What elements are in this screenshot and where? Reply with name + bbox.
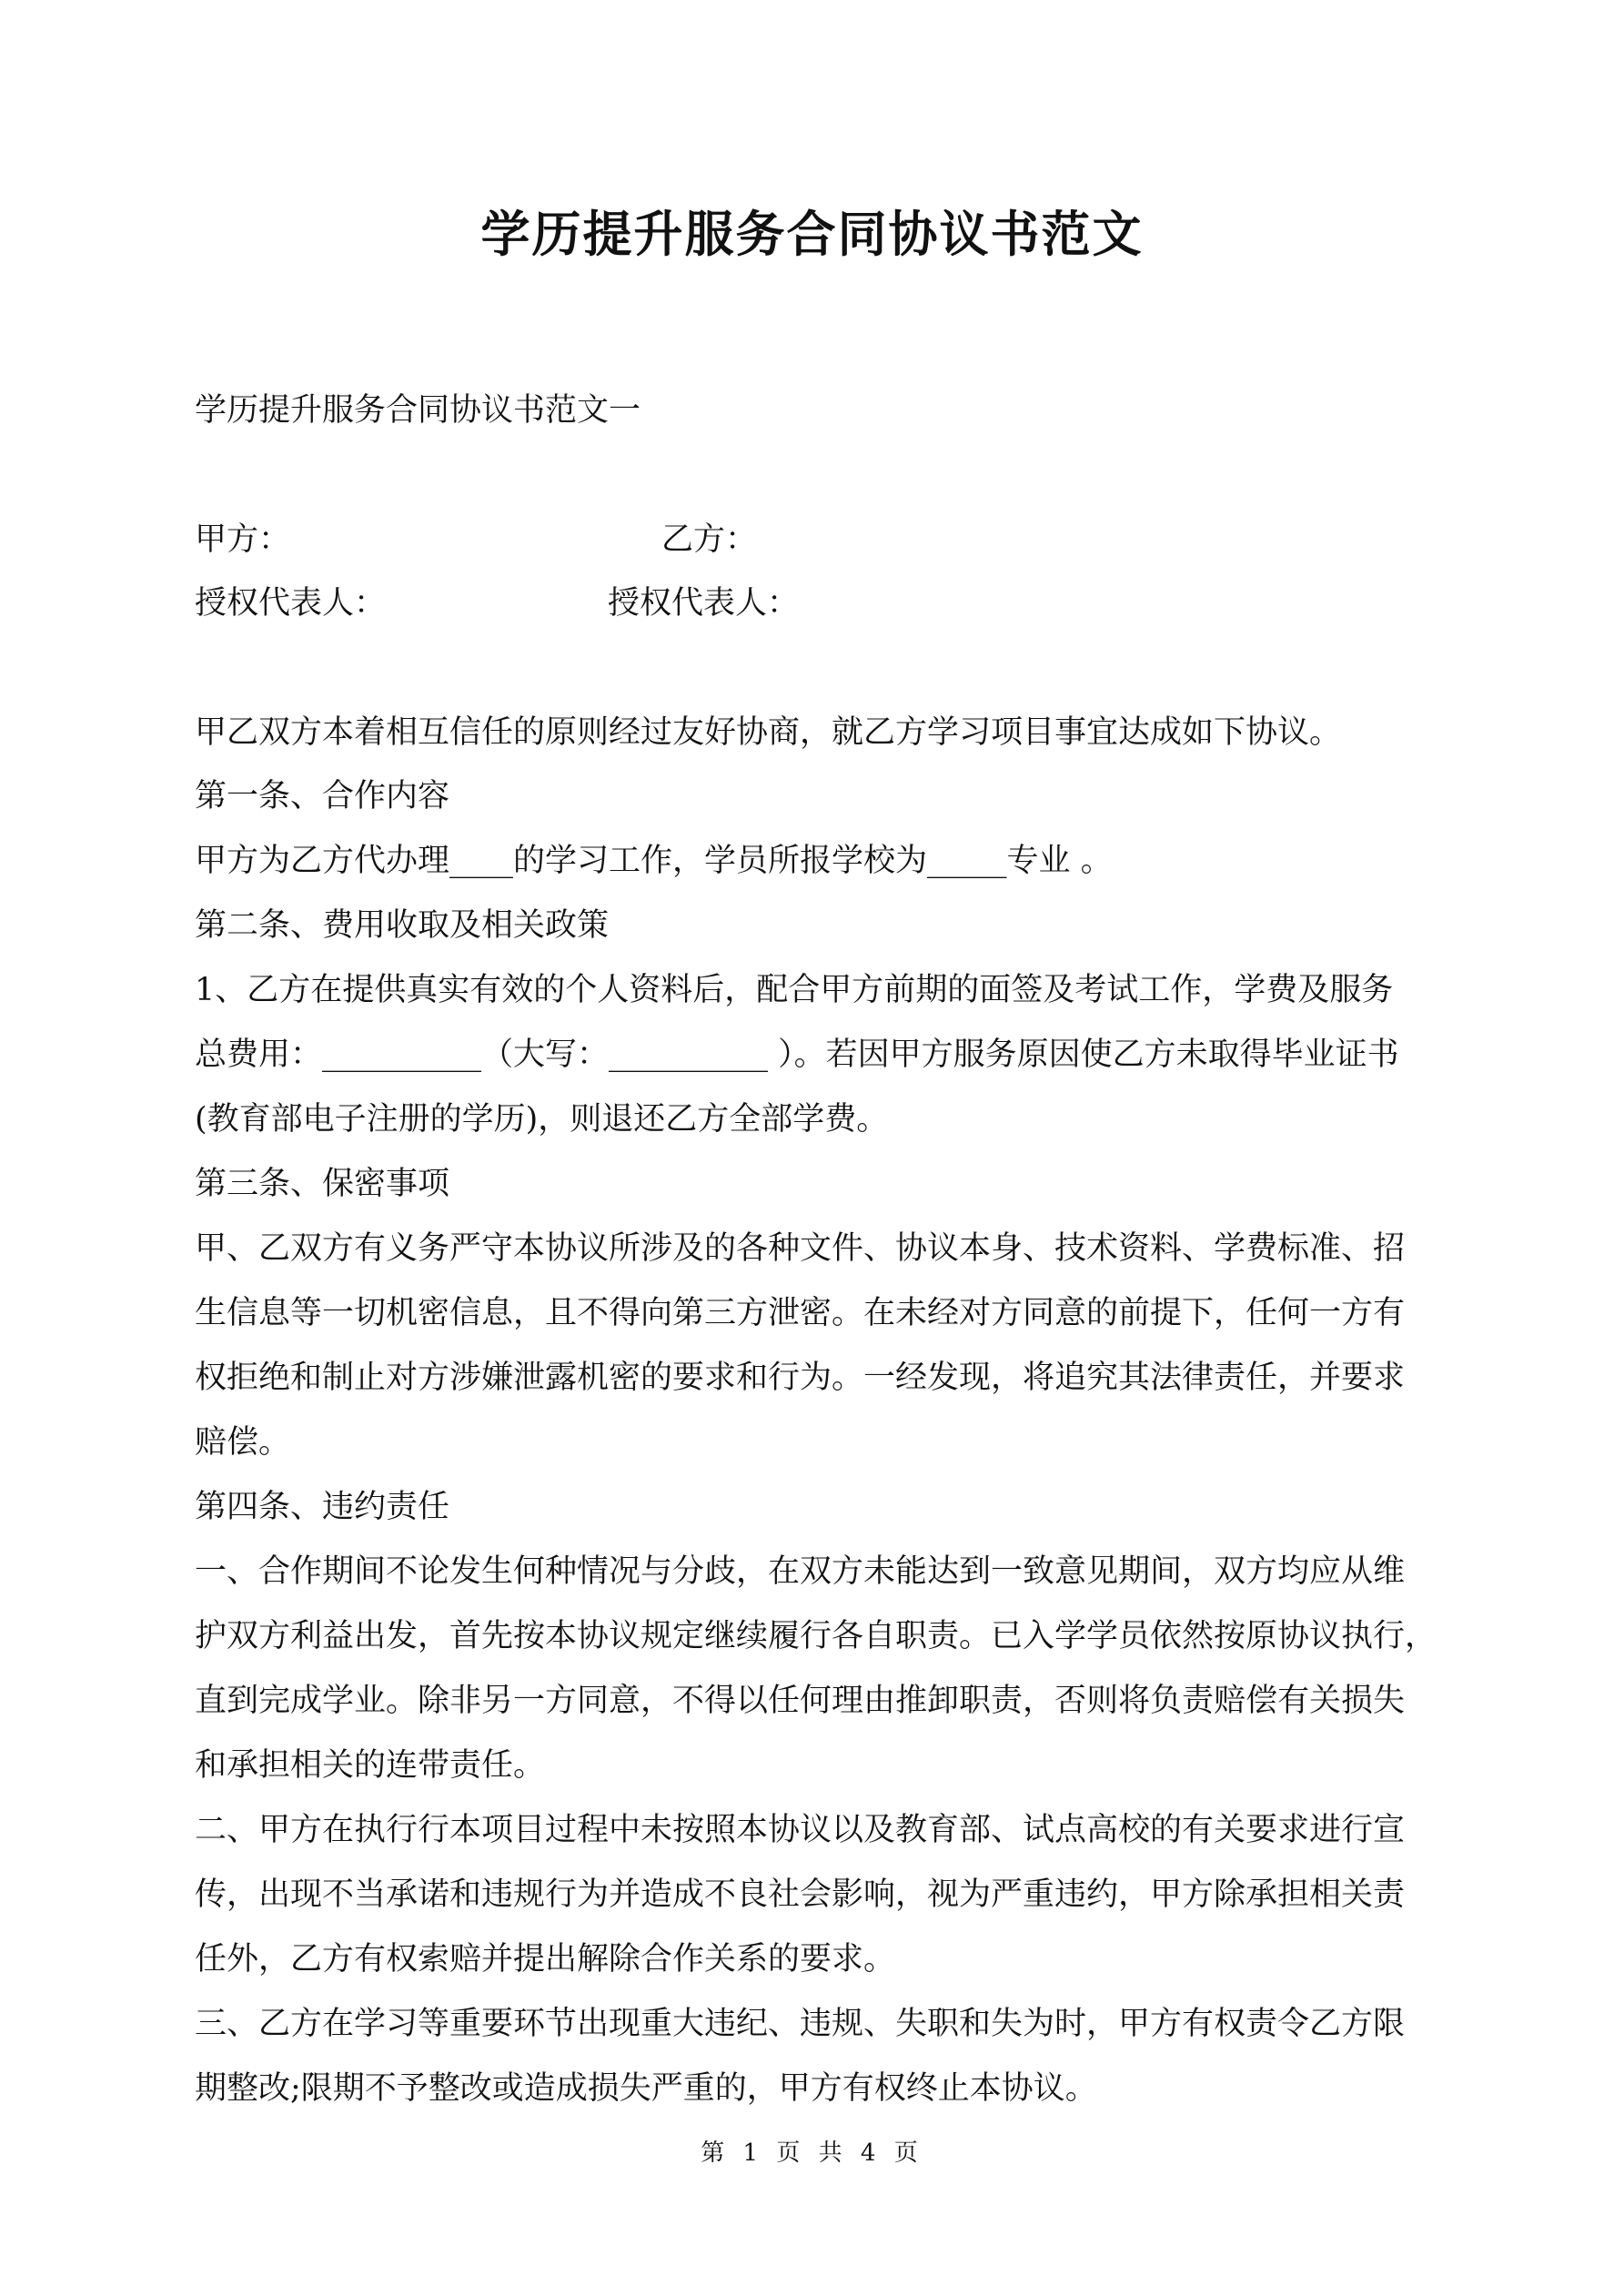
article-4-heading: 第四条、违约责任 [195, 1489, 450, 1525]
body-line: (教育部电子注册的学历)，则退还乙方全部学费。 [195, 1101, 889, 1138]
body-line: 传，出现不当承诺和违规行为并造成不良社会影响，视为严重违约，甲方除承担相关责 [195, 1876, 1406, 1913]
body-line: 权拒绝和制止对方涉嫌泄露机密的要求和行为。一经发现，将追究其法律责任，并要求 [195, 1360, 1406, 1396]
document-title: 学历提升服务合同协议书范文 [480, 205, 1144, 263]
document-subtitle: 学历提升服务合同协议书范文一 [195, 392, 641, 429]
body-line: 二、甲方在执行行本项目过程中未按照本协议以及教育部、试点高校的有关要求进行宣 [195, 1812, 1406, 1848]
page-number-footer: 第 1 页 共 4 页 [701, 2139, 923, 2167]
body-line: 三、乙方在学习等重要环节出现重大违纪、违规、失职和失为时，甲方有权责令乙方限 [195, 2006, 1406, 2042]
party-a-label: 甲方： [195, 521, 291, 558]
rep-a-label: 授权代表人： [195, 585, 387, 622]
body-line: 一、合作期间不论发生何种情况与分歧，在双方未能达到一致意见期间，双方均应从维 [195, 1553, 1406, 1590]
body-line: 赔偿。 [195, 1424, 291, 1461]
body-line: 期整改;限期不予整改或造成损失严重的，甲方有权终止本协议。 [195, 2070, 1097, 2107]
party-b-label: 乙方： [661, 521, 758, 558]
body-line: 总费用：__________（大写：__________ ）。若因甲方服务原因使乙方未取得毕业证书 [195, 1037, 1399, 1073]
body-line: 直到完成学业。除非另一方同意，不得以任何理由推卸职责，否则将负责赔偿有关损失 [195, 1683, 1406, 1719]
body-line: 任外，乙方有权索赔并提出解除合作关系的要求。 [195, 1941, 896, 1977]
rep-b-label: 授权代表人： [608, 585, 800, 622]
article-3-heading: 第三条、保密事项 [195, 1166, 450, 1202]
body-line: 护双方利益出发，首先按本协议规定继续履行各自职责。已入学学员依然按原协议执行， [195, 1618, 1437, 1654]
body-line-intro: 甲乙双方本着相互信任的原则经过友好协商，就乙方学习项目事宜达成如下协议。 [195, 714, 1342, 751]
body-line: 和承担相关的连带责任。 [195, 1747, 546, 1784]
body-line: 1、乙方在提供真实有效的个人资料后，配合甲方前期的面签及考试工作，学费及服务 [195, 972, 1394, 1008]
body-line: 生信息等一切机密信息，且不得向第三方泄密。在未经对方同意的前提下，任何一方有 [195, 1295, 1406, 1331]
body-line: 甲、乙双方有义务严守本协议所涉及的各种文件、协议本身、技术资料、学费标准、招 [195, 1230, 1406, 1267]
article-1-heading: 第一条、合作内容 [195, 778, 450, 814]
body-line: 甲方为乙方代办理____的学习工作，学员所报学校为_____专业 。 [195, 843, 1113, 879]
article-2-heading: 第二条、费用收取及相关政策 [195, 907, 610, 944]
